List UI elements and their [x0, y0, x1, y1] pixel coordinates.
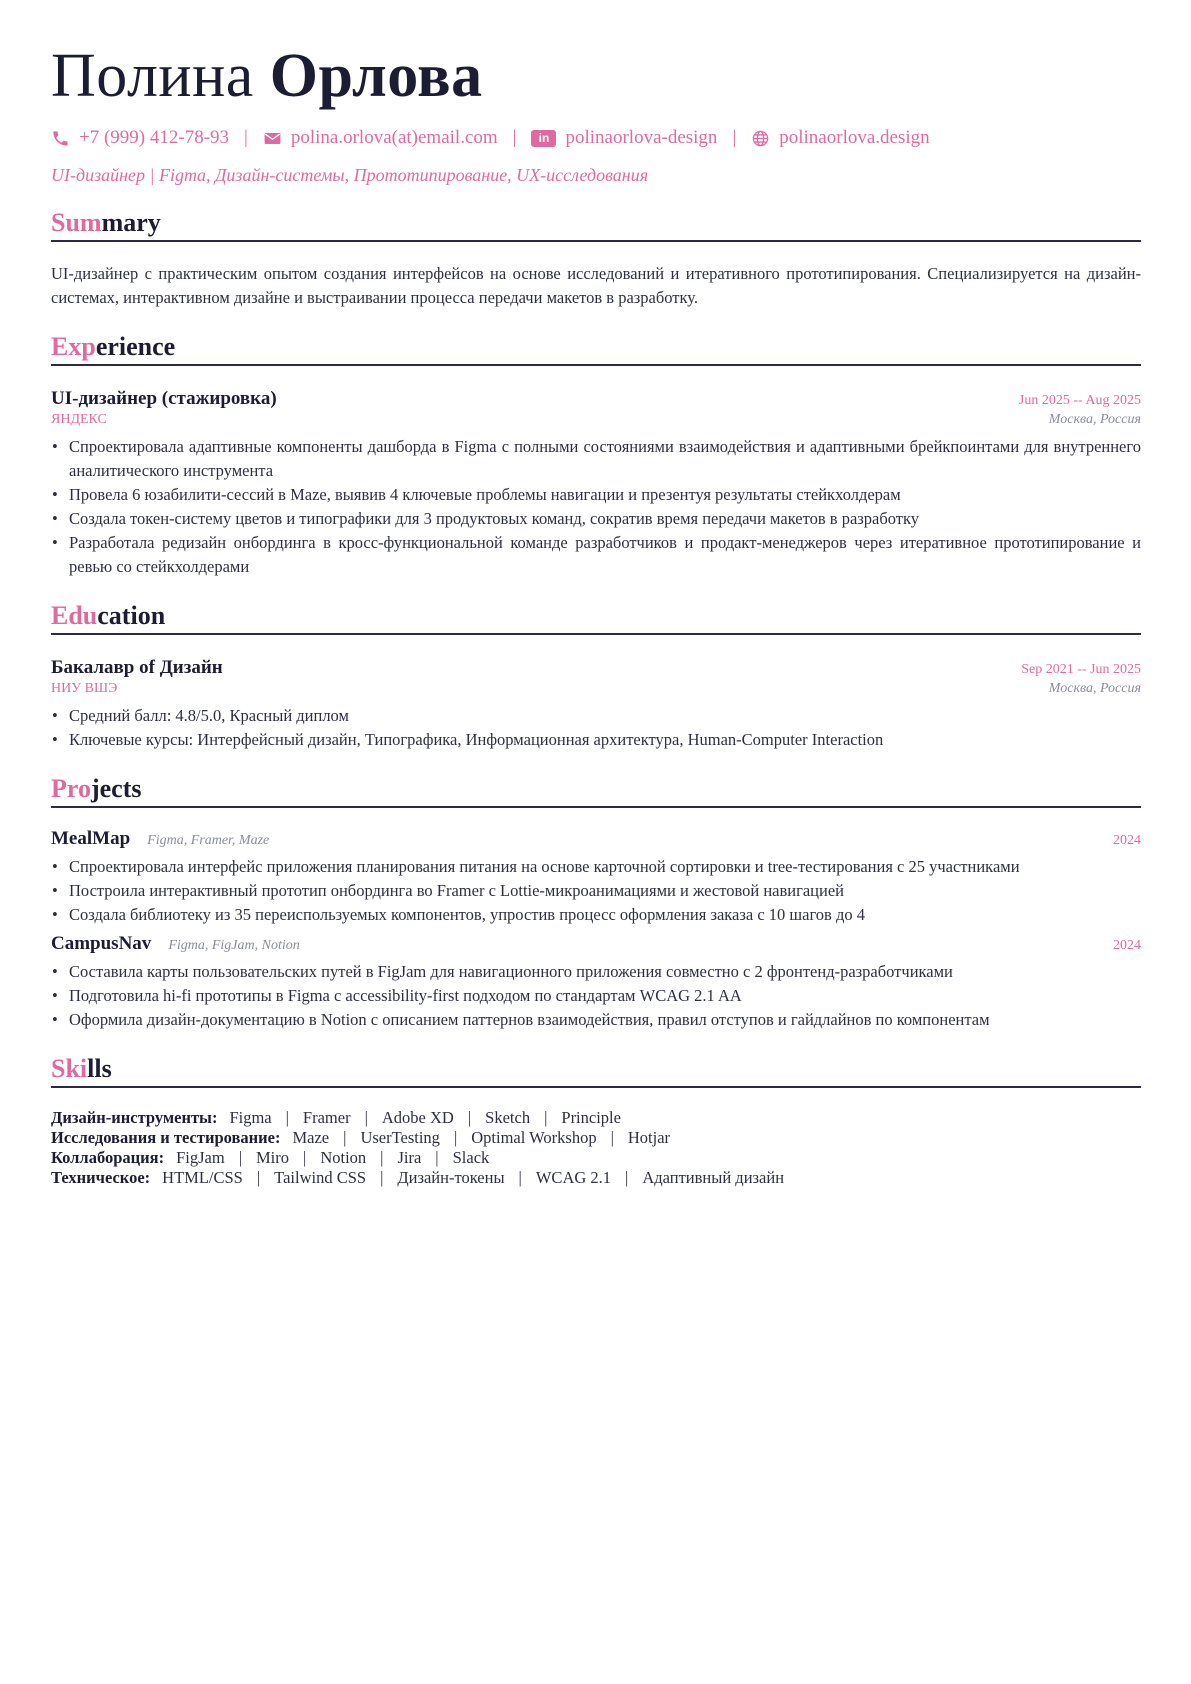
skill-separator: |	[467, 1108, 472, 1127]
contact-separator: |	[732, 127, 737, 148]
education-section	[51, 601, 1141, 752]
project-year: 2024	[1113, 938, 1141, 953]
education-heading	[51, 601, 1141, 635]
linkedin-icon: in	[531, 130, 556, 147]
skill-category: Коллаборация:	[51, 1148, 165, 1167]
skills-section	[51, 1054, 1141, 1188]
project-name: CampusNav	[51, 933, 152, 954]
skill-item: Notion	[320, 1148, 367, 1167]
skill-separator: |	[625, 1168, 629, 1187]
skill-items	[292, 1128, 670, 1148]
skill-item: Tailwind CSS	[274, 1168, 367, 1187]
list-item: • Провела 6 юзабилити-сессий в Maze, выявив 4 ключевые проблемы навигации и презентуя результаты стейкхолдерам	[51, 483, 1141, 507]
school-location: Москва, Россия	[1048, 681, 1141, 696]
projects-section	[51, 774, 1141, 1032]
candidate-name	[51, 40, 1141, 112]
contact-separator: |	[244, 127, 248, 148]
tagline: UI-дизайнер | Figma, Дизайн-системы, Прототипирование, UX-исследования	[51, 165, 649, 185]
heading-rest: erience	[95, 332, 176, 361]
website-link[interactable]	[751, 127, 929, 149]
list-item: • Средний балл: 4.8/5.0, Красный диплом	[51, 704, 1141, 728]
list-item: • Ключевые курсы: Интерфейсный дизайн, Типографика, Информационная архитектура, Human-Computer Interaction	[51, 728, 1141, 752]
contact-separator: |	[512, 127, 517, 148]
skill-item: HTML/CSS	[162, 1168, 243, 1187]
heading-rest: mary	[101, 208, 161, 237]
phone-text: +7 (999) 412-78-93	[79, 127, 230, 148]
experience-heading	[51, 332, 1141, 366]
skills-heading	[51, 1054, 1141, 1088]
heading-accent: Pro	[51, 774, 91, 803]
heading-rest: cation	[97, 601, 166, 630]
envelope-icon	[263, 129, 282, 148]
skill-item: Jira	[397, 1148, 422, 1167]
skill-item: Sketch	[485, 1108, 531, 1127]
skill-separator: |	[380, 1148, 384, 1167]
skill-separator: |	[435, 1148, 439, 1167]
list-item: • Построила интерактивный прототип онбординга во Framer с Lottie-микроанимациями и жестовой навигацией	[51, 879, 1141, 903]
skill-item: Figma	[229, 1108, 272, 1127]
skill-separator: |	[256, 1168, 261, 1187]
project-year: 2024	[1113, 833, 1141, 848]
skill-separator: |	[343, 1128, 347, 1147]
skill-separator: |	[518, 1168, 522, 1187]
list-item: • Оформила дизайн-документацию в Notion с описанием паттернов взаимодействия, правил отступов и гайдлайнов по компонентам	[51, 1008, 1141, 1032]
job-location: Москва, Россия	[1048, 412, 1141, 427]
skill-item: Miro	[256, 1148, 289, 1167]
list-item: • Разработала редизайн онбординга в кросс-функциональной команде разработчиков и продакт-менеджеров через итеративное прототипирование и ревью со стейкхолдерами	[51, 531, 1141, 579]
skills-list	[51, 1108, 1141, 1188]
skill-row	[51, 1148, 1141, 1168]
skill-category: Дизайн-инструменты:	[51, 1108, 218, 1127]
skill-item: Maze	[292, 1128, 330, 1147]
project-tech: Figma, FigJam, Notion	[168, 938, 300, 953]
project-entry	[51, 828, 1141, 927]
heading-accent: Exp	[51, 332, 96, 361]
list-item: • Спроектировала интерфейс приложения планирования питания на основе карточной сортировки и tree-тестирования с 25 участниками	[51, 855, 1141, 879]
job-bullets	[51, 435, 1141, 579]
project-bullets	[51, 960, 1141, 1032]
skill-item: Дизайн-токены	[397, 1168, 505, 1187]
skill-items	[229, 1108, 621, 1128]
skill-separator: |	[303, 1148, 307, 1167]
skill-item: WCAG 2.1	[535, 1168, 612, 1187]
degree-title: Бакалавр of Дизайн	[51, 657, 223, 678]
email-text: polina.orlova(at)email.com	[290, 127, 498, 148]
heading-accent: Sum	[51, 208, 102, 237]
job-dates: Jun 2025 -- Aug 2025	[1018, 393, 1141, 408]
skill-item: Optimal Workshop	[471, 1128, 597, 1147]
company-name: ЯНДЕКС	[51, 412, 107, 427]
website-text: polinaorlova.design	[779, 127, 930, 148]
project-entry	[51, 933, 1141, 1032]
list-item: • Подготовила hi-fi прототипы в Figma с accessibility-first подходом по стандартам WCAG 2.1 AA	[51, 984, 1141, 1008]
skill-item: Hotjar	[627, 1128, 671, 1147]
summary-section	[51, 208, 1141, 310]
list-item: • Спроектировала адаптивные компоненты дашборда в Figma с полными состояниями взаимодействия и адаптивными брейкпоинтами для внутреннего аналитического инструмента	[51, 435, 1141, 483]
summary-heading	[51, 208, 1141, 242]
skill-item: Slack	[452, 1148, 490, 1167]
experience-section	[51, 332, 1141, 579]
skill-separator: |	[238, 1148, 242, 1167]
list-item: • Составила карты пользовательских путей в FigJam для навигационного приложения совместно с 2 фронтенд-разработчиками	[51, 960, 1141, 984]
email-link[interactable]	[263, 127, 498, 149]
globe-icon	[751, 129, 770, 148]
skill-category: Техническое:	[51, 1168, 151, 1187]
heading-rest: jects	[90, 774, 142, 803]
project-name: MealMap	[51, 828, 131, 849]
summary-text: UI-дизайнер с практическим опытом создания интерфейсов на основе исследований и итеративного прототипирования. Специализируется на дизайн-системах, интерактивном дизайне и выстраивании процесса передачи макетов в разработку.	[51, 264, 1141, 307]
job-title: UI-дизайнер (стажировка)	[51, 388, 277, 409]
heading-rest: lls	[87, 1054, 112, 1083]
first-name: Полина	[51, 42, 254, 110]
heading-accent: Edu	[51, 601, 98, 630]
skill-category: Исследования и тестирование:	[51, 1128, 281, 1147]
phone-link[interactable]	[51, 127, 229, 149]
skill-item: UserTesting	[360, 1128, 440, 1147]
skill-items	[176, 1148, 489, 1168]
skill-item: Principle	[561, 1108, 621, 1127]
skill-row	[51, 1108, 1141, 1128]
last-name: Орлова	[269, 42, 483, 110]
project-tech: Figma, Framer, Maze	[147, 833, 270, 848]
contact-bar	[51, 126, 1141, 150]
skill-items	[162, 1168, 784, 1188]
linkedin-text: polinaorlova-design	[565, 127, 718, 148]
skill-item: Framer	[302, 1108, 351, 1127]
skill-item: Адаптивный дизайн	[642, 1168, 785, 1187]
phone-icon	[51, 129, 70, 148]
project-bullets	[51, 855, 1141, 927]
skill-separator: |	[453, 1128, 458, 1147]
skill-row	[51, 1168, 1141, 1188]
list-item: • Создала токен-систему цветов и типографики для 3 продуктовых команд, сократив время передачи макетов в разработку	[51, 507, 1141, 531]
skill-item: FigJam	[176, 1148, 225, 1167]
linkedin-link[interactable]	[531, 127, 717, 149]
skill-separator: |	[544, 1108, 548, 1127]
skill-separator: |	[610, 1128, 614, 1147]
heading-accent: Ski	[51, 1054, 88, 1083]
education-entry	[51, 657, 1141, 752]
projects-heading	[51, 774, 1141, 808]
skill-separator: |	[380, 1168, 384, 1187]
skill-separator: |	[364, 1108, 368, 1127]
skill-separator: |	[285, 1108, 289, 1127]
skill-item: Adobe XD	[381, 1108, 454, 1127]
skill-row	[51, 1128, 1141, 1148]
school-name: НИУ ВШЭ	[51, 681, 118, 696]
list-item: • Создала библиотеку из 35 переиспользуемых компонентов, упростив процесс оформления заказа с 10 шагов до 4	[51, 903, 1141, 927]
education-bullets	[51, 704, 1141, 752]
education-dates: Sep 2021 -- Jun 2025	[1021, 662, 1141, 677]
experience-entry	[51, 388, 1141, 579]
